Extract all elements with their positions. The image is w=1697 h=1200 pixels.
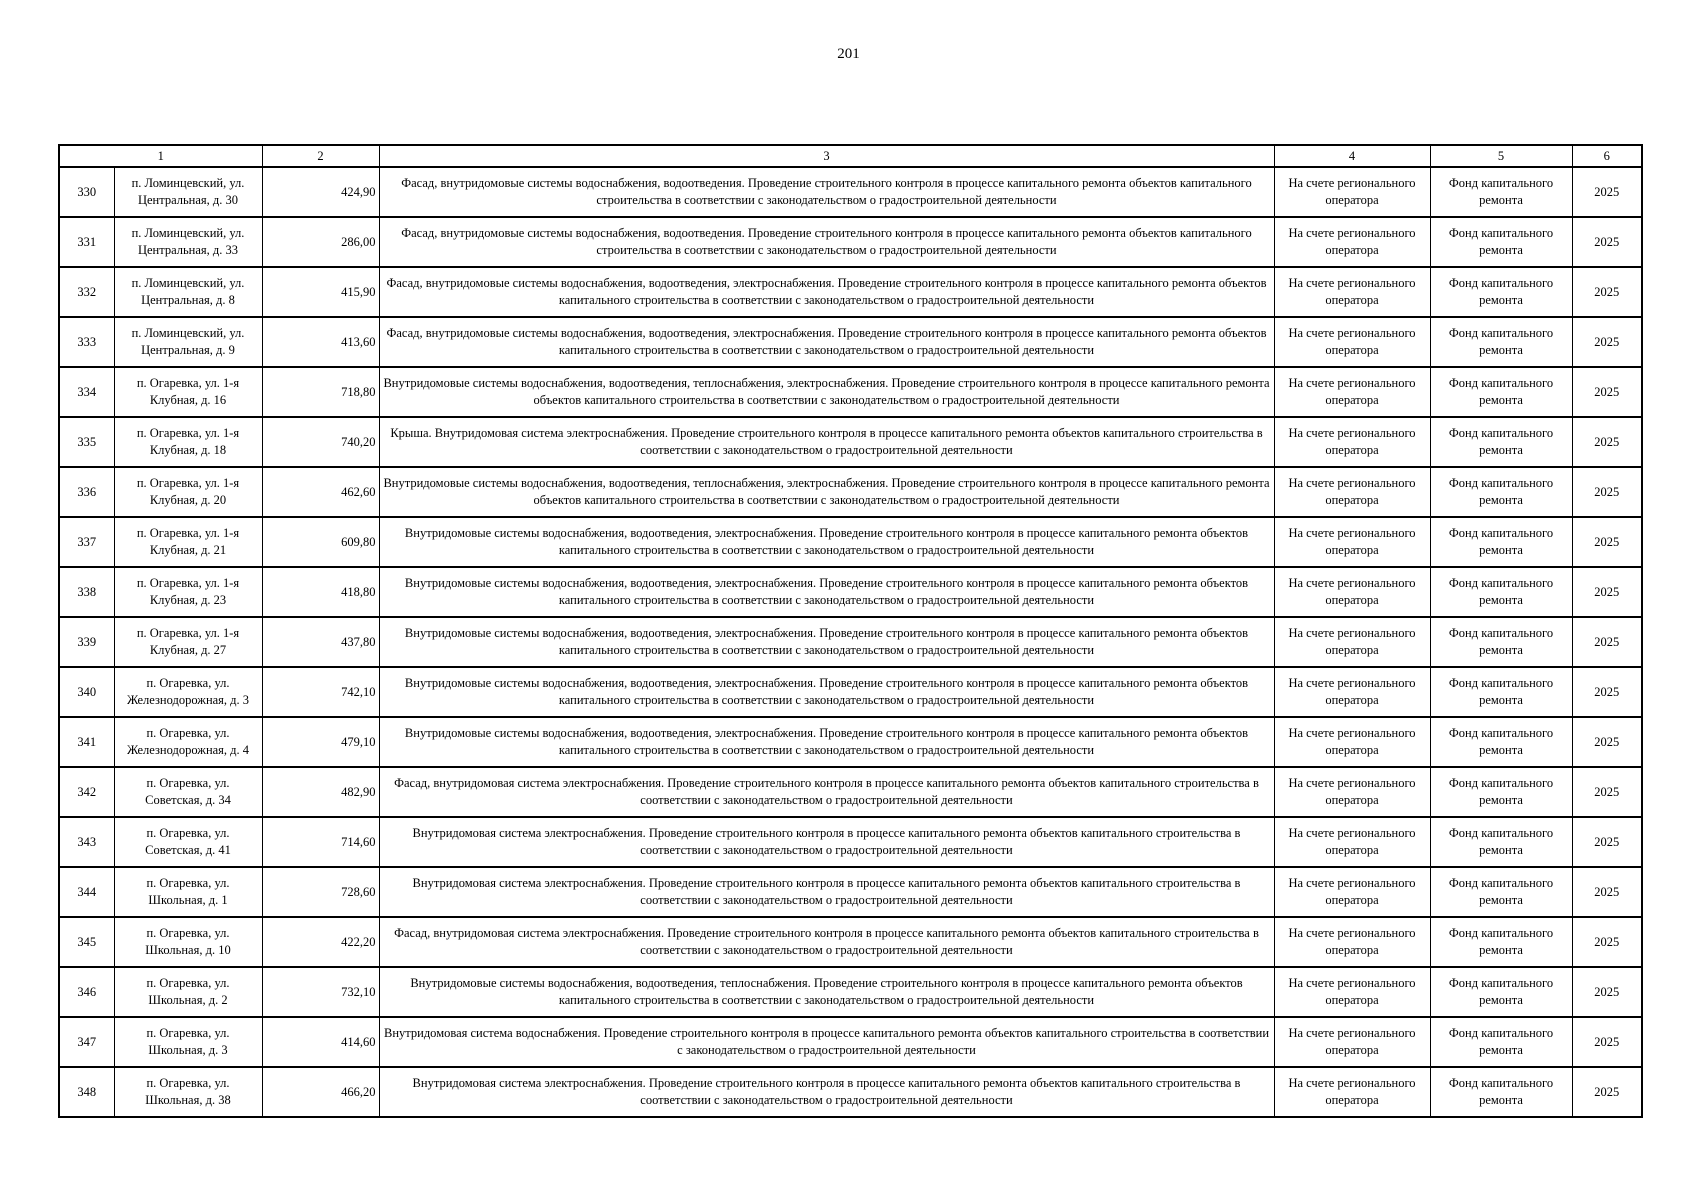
year-cell: 2025 <box>1572 267 1642 317</box>
table-row <box>59 517 1642 567</box>
column-header-3: 3 <box>379 145 1274 167</box>
row-number: 346 <box>59 967 114 1017</box>
table-row <box>59 1017 1642 1067</box>
works-cell: Фасад, внутридомовые системы водоснабжения, водоотведения. Проведение строительного контроля в процессе капитального ремонта объектов капитального строительства в соответствии с законодательством о градостроительной деятельности <box>379 167 1274 217</box>
account-cell: На счете регионального оператора <box>1274 967 1430 1017</box>
table-row <box>59 467 1642 517</box>
row-number: 348 <box>59 1067 114 1117</box>
year-cell: 2025 <box>1572 567 1642 617</box>
area-cell: 482,90 <box>262 767 379 817</box>
column-header-5: 5 <box>1430 145 1572 167</box>
area-cell: 422,20 <box>262 917 379 967</box>
account-cell: На счете регионального оператора <box>1274 1017 1430 1067</box>
works-cell: Внутридомовые системы водоснабжения, водоотведения, электроснабжения. Проведение строительного контроля в процессе капитального ремонта объектов капитального строительства в соответствии с законодательством о градостроительной деятельности <box>379 617 1274 667</box>
table-row <box>59 617 1642 667</box>
address-cell: п. Огаревка, ул. Советская, д. 41 <box>114 817 262 867</box>
works-cell: Внутридомовая система электроснабжения. Проведение строительного контроля в процессе капитального ремонта объектов капитального строительства в соответствии с законодательством о градостроительной деятельности <box>379 817 1274 867</box>
area-cell: 424,90 <box>262 167 379 217</box>
area-cell: 413,60 <box>262 317 379 367</box>
address-cell: п. Огаревка, ул. Школьная, д. 38 <box>114 1067 262 1117</box>
year-cell: 2025 <box>1572 317 1642 367</box>
year-cell: 2025 <box>1572 667 1642 717</box>
address-cell: п. Огаревка, ул. Школьная, д. 10 <box>114 917 262 967</box>
column-header-1: 1 <box>59 145 262 167</box>
account-cell: На счете регионального оператора <box>1274 917 1430 967</box>
funding-source-cell: Фонд капитального ремонта <box>1430 867 1572 917</box>
table-row <box>59 217 1642 267</box>
account-cell: На счете регионального оператора <box>1274 167 1430 217</box>
year-cell: 2025 <box>1572 367 1642 417</box>
works-cell: Крыша. Внутридомовая система электроснабжения. Проведение строительного контроля в процессе капитального ремонта объектов капитального строительства в соответствии с законодательством о градостроительной деятельности <box>379 417 1274 467</box>
row-number: 347 <box>59 1017 114 1067</box>
works-cell: Внутридомовые системы водоснабжения, водоотведения, теплоснабжения, электроснабжения. Проведение строительного контроля в процессе капитального ремонта объектов капитального строительства в соответствии с законодательством о градостроительной деятельности <box>379 467 1274 517</box>
table-row <box>59 867 1642 917</box>
works-cell: Внутридомовые системы водоснабжения, водоотведения, теплоснабжения, электроснабжения. Проведение строительного контроля в процессе капитального ремонта объектов капитального строительства в соответствии с законодательством о градостроительной деятельности <box>379 367 1274 417</box>
area-cell: 418,80 <box>262 567 379 617</box>
table-row <box>59 567 1642 617</box>
area-cell: 479,10 <box>262 717 379 767</box>
funding-source-cell: Фонд капитального ремонта <box>1430 317 1572 367</box>
table-row <box>59 367 1642 417</box>
page-number: 201 <box>837 46 860 62</box>
works-cell: Внутридомовая система электроснабжения. Проведение строительного контроля в процессе капитального ремонта объектов капитального строительства в соответствии с законодательством о градостроительной деятельности <box>379 867 1274 917</box>
area-cell: 732,10 <box>262 967 379 1017</box>
row-number: 331 <box>59 217 114 267</box>
year-cell: 2025 <box>1572 617 1642 667</box>
account-cell: На счете регионального оператора <box>1274 817 1430 867</box>
area-cell: 728,60 <box>262 867 379 917</box>
table-row <box>59 667 1642 717</box>
area-cell: 437,80 <box>262 617 379 667</box>
column-header-4: 4 <box>1274 145 1430 167</box>
account-cell: На счете регионального оператора <box>1274 217 1430 267</box>
address-cell: п. Огаревка, ул. 1-я Клубная, д. 20 <box>114 467 262 517</box>
area-cell: 415,90 <box>262 267 379 317</box>
funding-source-cell: Фонд капитального ремонта <box>1430 517 1572 567</box>
column-header-2: 2 <box>262 145 379 167</box>
address-cell: п. Ломинцевский, ул. Центральная, д. 33 <box>114 217 262 267</box>
funding-source-cell: Фонд капитального ремонта <box>1430 1067 1572 1117</box>
address-cell: п. Огаревка, ул. 1-я Клубная, д. 18 <box>114 417 262 467</box>
table-row <box>59 917 1642 967</box>
account-cell: На счете регионального оператора <box>1274 567 1430 617</box>
table-row <box>59 767 1642 817</box>
funding-source-cell: Фонд капитального ремонта <box>1430 367 1572 417</box>
table-row <box>59 1067 1642 1117</box>
row-number: 330 <box>59 167 114 217</box>
funding-source-cell: Фонд капитального ремонта <box>1430 617 1572 667</box>
area-cell: 740,20 <box>262 417 379 467</box>
year-cell: 2025 <box>1572 217 1642 267</box>
address-cell: п. Огаревка, ул. Школьная, д. 3 <box>114 1017 262 1067</box>
table-row <box>59 717 1642 767</box>
account-cell: На счете регионального оператора <box>1274 267 1430 317</box>
row-number: 333 <box>59 317 114 367</box>
row-number: 342 <box>59 767 114 817</box>
account-cell: На счете регионального оператора <box>1274 517 1430 567</box>
funding-source-cell: Фонд капитального ремонта <box>1430 967 1572 1017</box>
account-cell: На счете регионального оператора <box>1274 867 1430 917</box>
year-cell: 2025 <box>1572 817 1642 867</box>
row-number: 339 <box>59 617 114 667</box>
account-cell: На счете регионального оператора <box>1274 417 1430 467</box>
funding-source-cell: Фонд капитального ремонта <box>1430 817 1572 867</box>
row-number: 334 <box>59 367 114 417</box>
row-number: 332 <box>59 267 114 317</box>
area-cell: 466,20 <box>262 1067 379 1117</box>
table-row <box>59 967 1642 1017</box>
funding-source-cell: Фонд капитального ремонта <box>1430 667 1572 717</box>
year-cell: 2025 <box>1572 1017 1642 1067</box>
year-cell: 2025 <box>1572 467 1642 517</box>
address-cell: п. Огаревка, ул. 1-я Клубная, д. 16 <box>114 367 262 417</box>
works-cell: Внутридомовая система электроснабжения. Проведение строительного контроля в процессе капитального ремонта объектов капитального строительства в соответствии с законодательством о градостроительной деятельности <box>379 1067 1274 1117</box>
works-cell: Внутридомовые системы водоснабжения, водоотведения, электроснабжения. Проведение строительного контроля в процессе капитального ремонта объектов капитального строительства в соответствии с законодательством о градостроительной деятельности <box>379 717 1274 767</box>
row-number: 341 <box>59 717 114 767</box>
account-cell: На счете регионального оператора <box>1274 1067 1430 1117</box>
row-number: 343 <box>59 817 114 867</box>
funding-source-cell: Фонд капитального ремонта <box>1430 267 1572 317</box>
address-cell: п. Огаревка, ул. 1-я Клубная, д. 21 <box>114 517 262 567</box>
area-cell: 609,80 <box>262 517 379 567</box>
capital-repair-table <box>58 144 1643 1118</box>
works-cell: Фасад, внутридомовые системы водоснабжения, водоотведения, электроснабжения. Проведение строительного контроля в процессе капитального ремонта объектов капитального строительства в соответствии с законодательством о градостроительной деятельности <box>379 267 1274 317</box>
year-cell: 2025 <box>1572 167 1642 217</box>
table-row <box>59 267 1642 317</box>
row-number: 340 <box>59 667 114 717</box>
funding-source-cell: Фонд капитального ремонта <box>1430 917 1572 967</box>
row-number: 337 <box>59 517 114 567</box>
address-cell: п. Ломинцевский, ул. Центральная, д. 30 <box>114 167 262 217</box>
address-cell: п. Ломинцевский, ул. Центральная, д. 8 <box>114 267 262 317</box>
area-cell: 742,10 <box>262 667 379 717</box>
row-number: 344 <box>59 867 114 917</box>
address-cell: п. Огаревка, ул. Железнодорожная, д. 3 <box>114 667 262 717</box>
account-cell: На счете регионального оператора <box>1274 367 1430 417</box>
year-cell: 2025 <box>1572 517 1642 567</box>
works-cell: Внутридомовые системы водоснабжения, водоотведения, электроснабжения. Проведение строительного контроля в процессе капитального ремонта объектов капитального строительства в соответствии с законодательством о градостроительной деятельности <box>379 567 1274 617</box>
table-row <box>59 167 1642 217</box>
account-cell: На счете регионального оператора <box>1274 767 1430 817</box>
funding-source-cell: Фонд капитального ремонта <box>1430 417 1572 467</box>
table-row <box>59 817 1642 867</box>
account-cell: На счете регионального оператора <box>1274 467 1430 517</box>
column-header-6: 6 <box>1572 145 1642 167</box>
address-cell: п. Огаревка, ул. Школьная, д. 1 <box>114 867 262 917</box>
address-cell: п. Огаревка, ул. Советская, д. 34 <box>114 767 262 817</box>
table-row <box>59 317 1642 367</box>
funding-source-cell: Фонд капитального ремонта <box>1430 1017 1572 1067</box>
funding-source-cell: Фонд капитального ремонта <box>1430 717 1572 767</box>
area-cell: 718,80 <box>262 367 379 417</box>
address-cell: п. Огаревка, ул. Железнодорожная, д. 4 <box>114 717 262 767</box>
funding-source-cell: Фонд капитального ремонта <box>1430 767 1572 817</box>
funding-source-cell: Фонд капитального ремонта <box>1430 467 1572 517</box>
year-cell: 2025 <box>1572 717 1642 767</box>
row-number: 335 <box>59 417 114 467</box>
year-cell: 2025 <box>1572 417 1642 467</box>
account-cell: На счете регионального оператора <box>1274 667 1430 717</box>
works-cell: Внутридомовые системы водоснабжения, водоотведения, электроснабжения. Проведение строительного контроля в процессе капитального ремонта объектов капитального строительства в соответствии с законодательством о градостроительной деятельности <box>379 667 1274 717</box>
works-cell: Внутридомовая система водоснабжения. Проведение строительного контроля в процессе капитального ремонта объектов капитального строительства в соответствии с законодательством о градостроительной деятельности <box>379 1017 1274 1067</box>
row-number: 345 <box>59 917 114 967</box>
row-number: 338 <box>59 567 114 617</box>
works-cell: Фасад, внутридомовая система электроснабжения. Проведение строительного контроля в процессе капитального ремонта объектов капитального строительства в соответствии с законодательством о градостроительной деятельности <box>379 917 1274 967</box>
address-cell: п. Огаревка, ул. 1-я Клубная, д. 23 <box>114 567 262 617</box>
year-cell: 2025 <box>1572 767 1642 817</box>
table-row <box>59 417 1642 467</box>
works-cell: Фасад, внутридомовая система электроснабжения. Проведение строительного контроля в процессе капитального ремонта объектов капитального строительства в соответствии с законодательством о градостроительной деятельности <box>379 767 1274 817</box>
year-cell: 2025 <box>1572 967 1642 1017</box>
area-cell: 714,60 <box>262 817 379 867</box>
address-cell: п. Ломинцевский, ул. Центральная, д. 9 <box>114 317 262 367</box>
funding-source-cell: Фонд капитального ремонта <box>1430 567 1572 617</box>
account-cell: На счете регионального оператора <box>1274 317 1430 367</box>
funding-source-cell: Фонд капитального ремонта <box>1430 167 1572 217</box>
account-cell: На счете регионального оператора <box>1274 717 1430 767</box>
works-cell: Внутридомовые системы водоснабжения, водоотведения, теплоснабжения. Проведение строительного контроля в процессе капитального ремонта объектов капитального строительства в соответствии с законодательством о градостроительной деятельности <box>379 967 1274 1017</box>
account-cell: На счете регионального оператора <box>1274 617 1430 667</box>
works-cell: Фасад, внутридомовые системы водоснабжения, водоотведения, электроснабжения. Проведение строительного контроля в процессе капитального ремонта объектов капитального строительства в соответствии с законодательством о градостроительной деятельности <box>379 317 1274 367</box>
year-cell: 2025 <box>1572 917 1642 967</box>
area-cell: 414,60 <box>262 1017 379 1067</box>
address-cell: п. Огаревка, ул. 1-я Клубная, д. 27 <box>114 617 262 667</box>
area-cell: 462,60 <box>262 467 379 517</box>
table-header <box>59 145 1642 167</box>
area-cell: 286,00 <box>262 217 379 267</box>
year-cell: 2025 <box>1572 867 1642 917</box>
row-number: 336 <box>59 467 114 517</box>
address-cell: п. Огаревка, ул. Школьная, д. 2 <box>114 967 262 1017</box>
year-cell: 2025 <box>1572 1067 1642 1117</box>
works-cell: Внутридомовые системы водоснабжения, водоотведения, электроснабжения. Проведение строительного контроля в процессе капитального ремонта объектов капитального строительства в соответствии с законодательством о градостроительной деятельности <box>379 517 1274 567</box>
works-cell: Фасад, внутридомовые системы водоснабжения, водоотведения. Проведение строительного контроля в процессе капитального ремонта объектов капитального строительства в соответствии с законодательством о градостроительной деятельности <box>379 217 1274 267</box>
funding-source-cell: Фонд капитального ремонта <box>1430 217 1572 267</box>
table-body <box>59 167 1642 1117</box>
